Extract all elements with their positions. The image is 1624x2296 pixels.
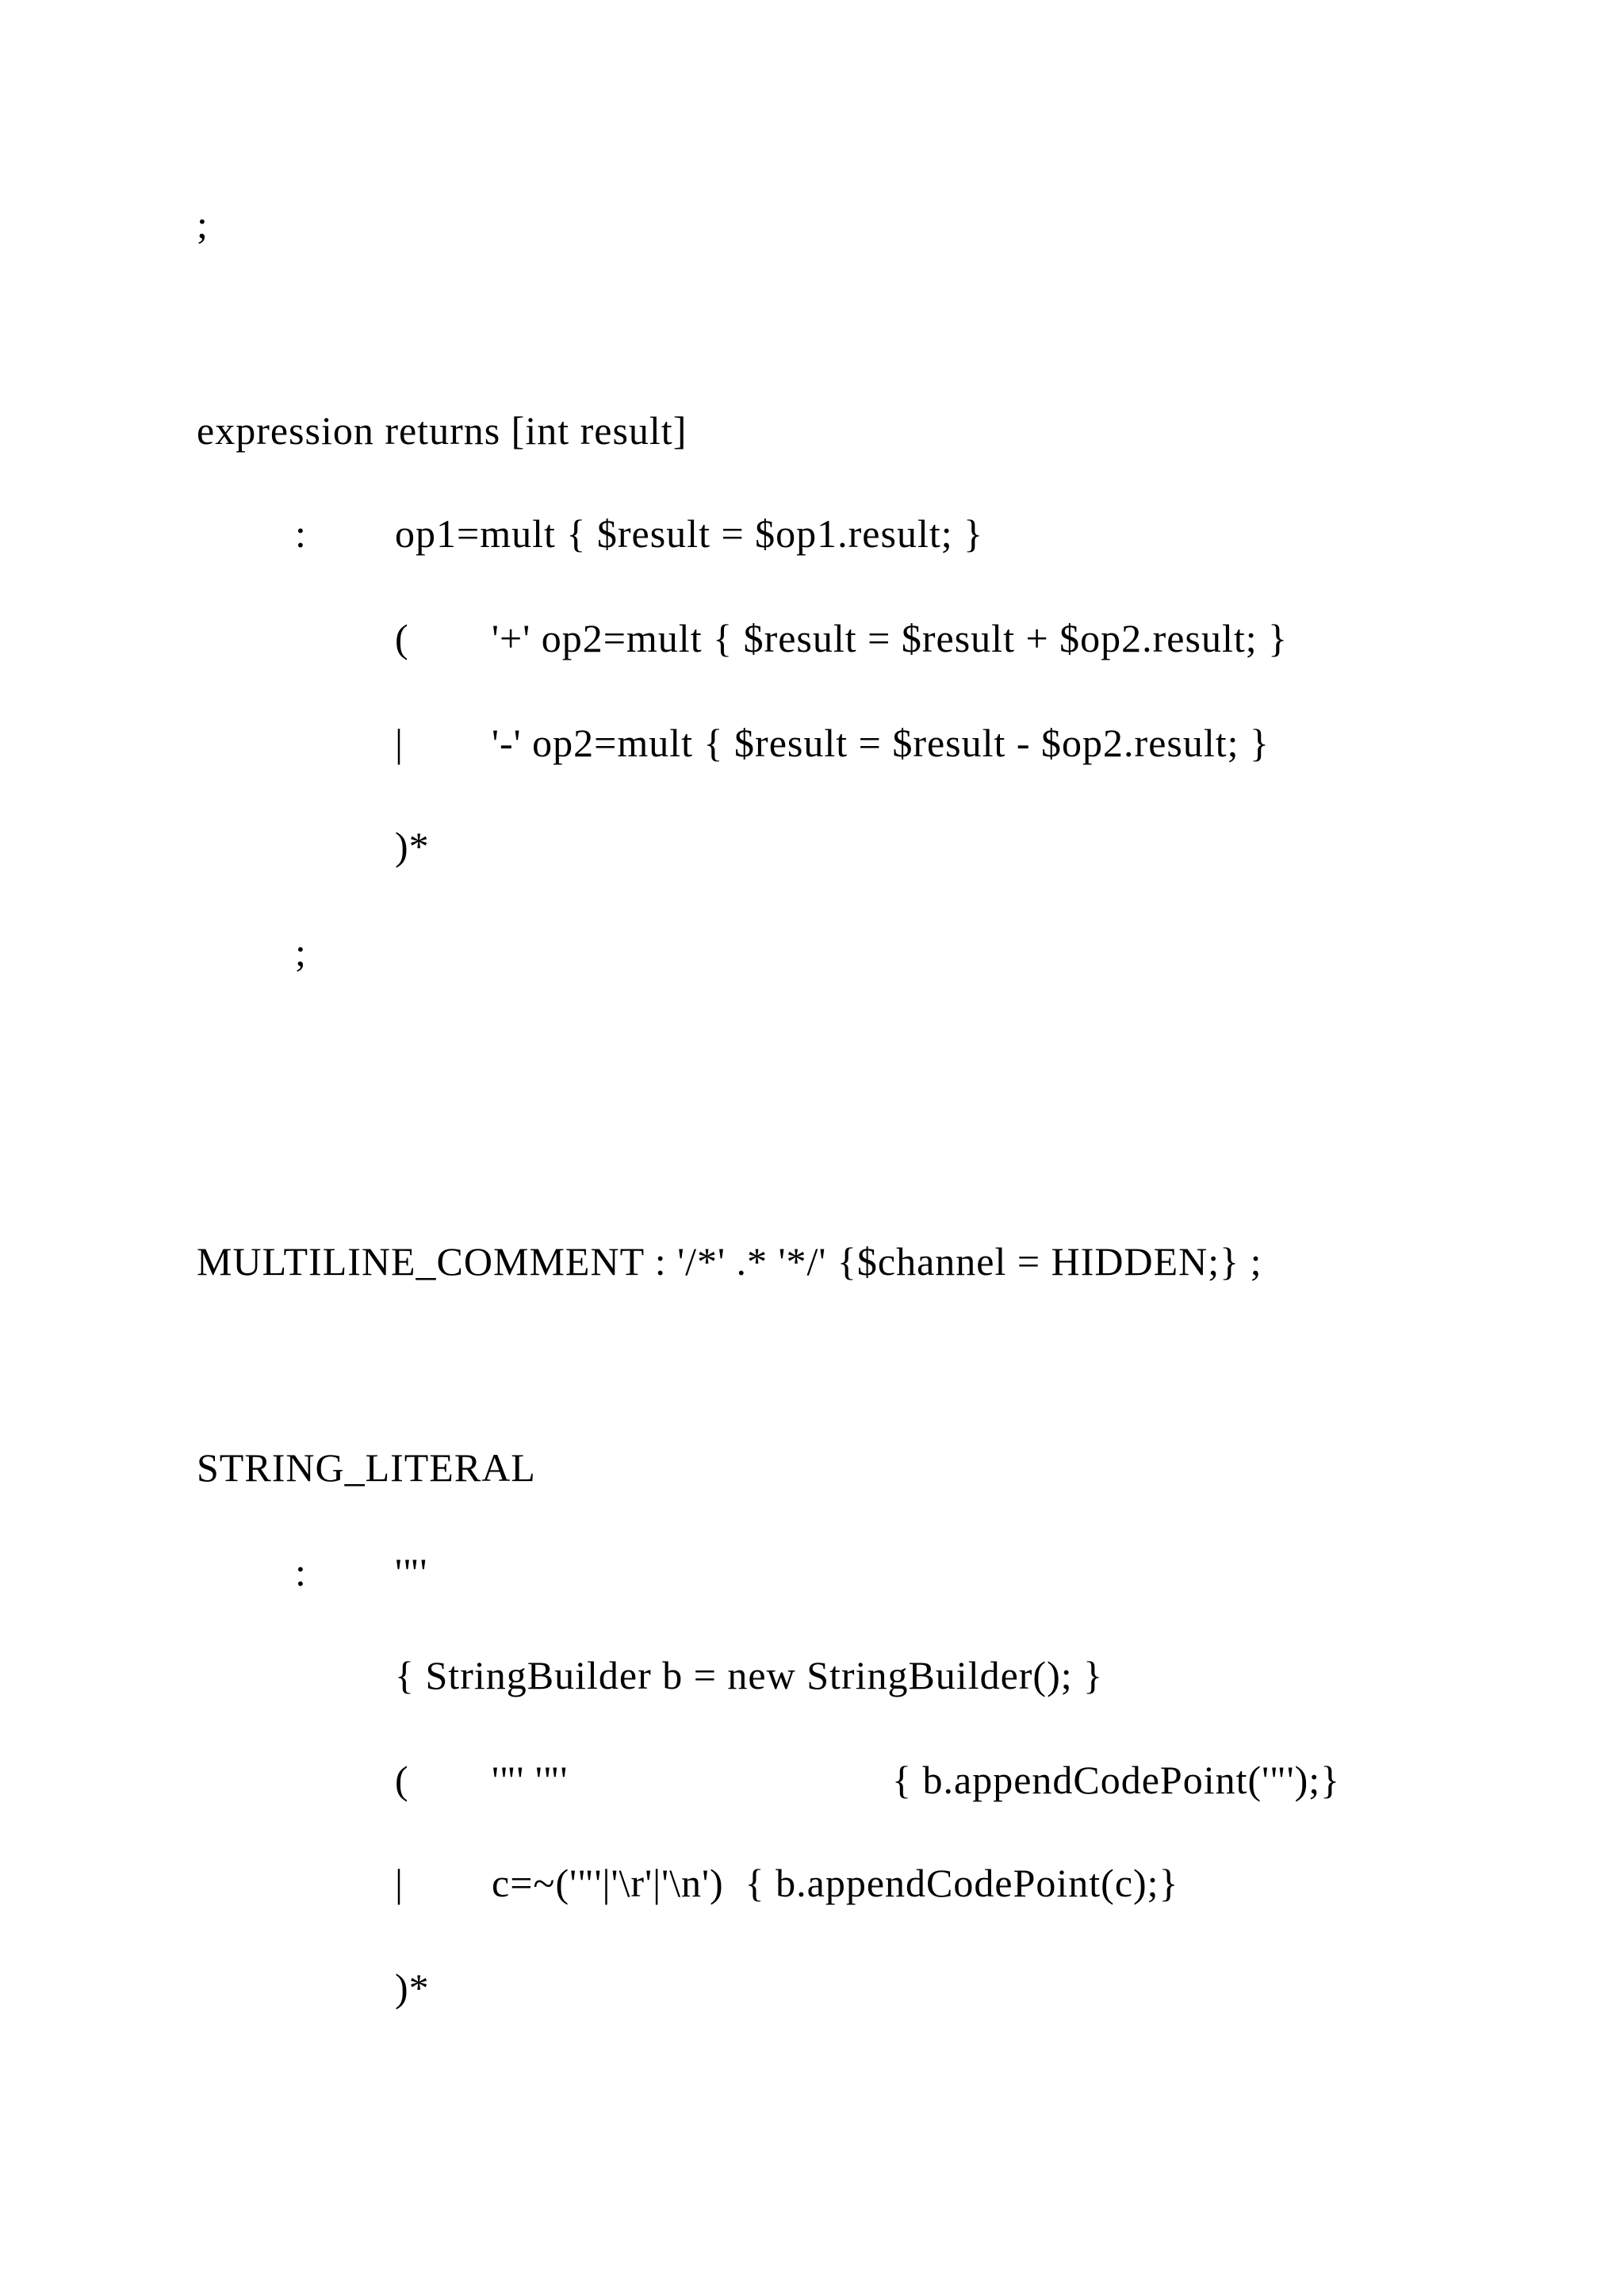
expression-minus-alternative: '-' op2=mult { $result = $result - $op2.result; } (492, 721, 1270, 765)
string-literal-open-paren: ( (395, 1758, 409, 1802)
multiline-comment-rule: MULTILINE_COMMENT : '/*' .* '*/' {$channel = HIDDEN;} ; (197, 1239, 1262, 1284)
string-builder-action: { StringBuilder b = new StringBuilder(); } (395, 1653, 1104, 1697)
escaped-quote-action: { b.appendCodePoint('"');} (892, 1758, 1341, 1802)
expression-rule-header: expression returns [int result] (197, 408, 688, 453)
expression-plus-alternative: '+' op2=mult { $result = $result + $op2.result; } (492, 616, 1289, 660)
string-literal-colon: : (295, 1550, 307, 1594)
expression-colon: : (295, 511, 307, 556)
expression-open-paren: ( (395, 616, 409, 660)
char-alternative: c=~('"'|'\r'|'\n') { b.appendCodePoint(c);} (492, 1861, 1179, 1905)
expression-close-star: )* (395, 824, 430, 868)
escaped-quote-pattern: '"' '"' (492, 1758, 569, 1802)
expression-pipe: | (395, 721, 404, 765)
string-literal-quote: '"' (395, 1550, 428, 1594)
string-literal-rule-header: STRING_LITERAL (197, 1445, 536, 1490)
rule-terminator: ; (197, 202, 209, 247)
expression-first-alternative: op1=mult { $result = $op1.result; } (395, 511, 984, 556)
string-literal-pipe: | (395, 1861, 404, 1905)
expression-terminator: ; (295, 930, 307, 974)
string-literal-close-star: )* (395, 1965, 430, 2010)
